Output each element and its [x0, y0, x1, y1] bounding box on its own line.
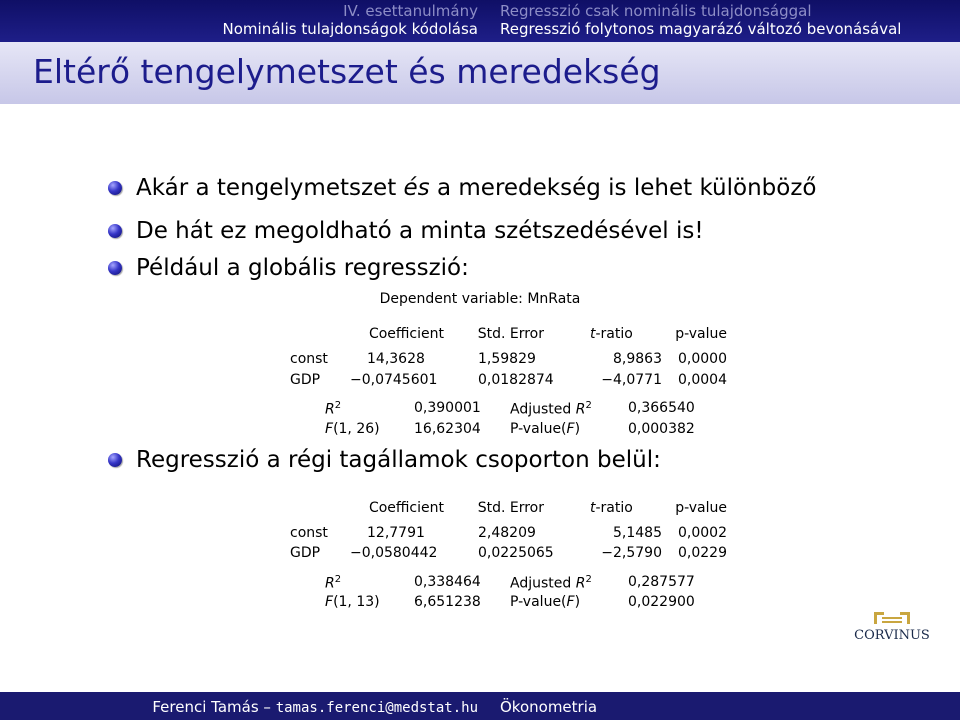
bullet-2-text: De hát ez megoldható a minta szétszedésével is! — [136, 218, 704, 244]
bullet-1 — [108, 175, 816, 201]
p-value: 0,0004 — [678, 372, 727, 388]
adj-r2-label: Adjusted $R^2$ — [510, 400, 592, 418]
p-value: 0,0002 — [678, 525, 727, 541]
f-value: 16,62304 — [414, 421, 481, 437]
table1-header-t: t-ratio — [590, 326, 633, 342]
corvinus-wordmark: CORVINUS — [854, 628, 930, 643]
row-label: GDP — [290, 372, 321, 388]
f-label: F(1, 13) — [325, 594, 380, 610]
pf-value: 0,022900 — [628, 594, 695, 610]
bullet-1-text: Akár a tengelymetszet és a meredekség is lehet különböző — [136, 175, 817, 201]
adj-r2-label: Adjusted $R^2$ — [510, 574, 592, 592]
table1-header-se: Std. Error — [477, 326, 544, 342]
se-value: 0,0182874 — [478, 372, 554, 388]
table1-header-p: p-value — [675, 326, 727, 342]
header-section-short[interactable]: IV. esettanulmány — [343, 2, 478, 20]
bullet-2 — [108, 218, 704, 244]
slide-title: Eltérő tengelymetszet és meredekség — [33, 52, 661, 91]
r2-label: $R^2$ — [325, 400, 342, 418]
table2-header-se: Std. Error — [477, 500, 544, 516]
dependent-variable: Dependent variable: MnRata — [379, 291, 581, 307]
r2-value: 0,390001 — [414, 400, 481, 416]
adj-r2-value: 0,287577 — [628, 574, 695, 590]
footer-course: Ökonometria — [500, 698, 598, 716]
row-label: const — [290, 351, 328, 367]
pf-value: 0,000382 — [628, 421, 695, 437]
row-label: GDP — [290, 545, 321, 561]
adj-r2-value: 0,366540 — [628, 400, 695, 416]
table1-header-coef: Coefficient — [368, 326, 444, 342]
bullet-4-text: Regresszió a régi tagállamok csoporton belül: — [136, 447, 661, 473]
t-value: −2,5790 — [601, 545, 662, 561]
header-section-current[interactable]: Nominális tulajdonságok kódolása — [222, 20, 478, 38]
corvinus-emblem-icon — [852, 610, 932, 628]
footer-bar — [0, 692, 960, 720]
footer-author: Ferenci Tamás – tamas.ferenci@medstat.hu — [152, 698, 478, 716]
coef-value: −0,0745601 — [350, 372, 438, 388]
pf-label: P-value(F) — [510, 594, 581, 610]
r2-label: $R^2$ — [325, 574, 342, 592]
bullet-3-text: Például a globális regresszió: — [136, 255, 469, 281]
bullet-3 — [108, 255, 469, 281]
coef-value: 12,7791 — [367, 525, 425, 541]
bullet-4 — [108, 447, 661, 473]
pf-label: P-value(F) — [510, 421, 581, 437]
t-value: 8,9863 — [613, 351, 662, 367]
t-value: −4,0771 — [601, 372, 662, 388]
table2-header-coef: Coefficient — [368, 500, 444, 516]
footer-email[interactable]: tamas.ferenci@medstat.hu — [275, 700, 478, 716]
header-section — [0, 0, 478, 42]
title-bar — [0, 42, 960, 104]
table2-header-p: p-value — [675, 500, 727, 516]
header-subsection-dim[interactable]: Regresszió csak nominális tulajdonsággal — [500, 2, 812, 20]
se-value: 1,59829 — [478, 351, 536, 367]
r2-value: 0,338464 — [414, 574, 481, 590]
coef-value: −0,0580442 — [350, 545, 438, 561]
p-value: 0,0000 — [678, 351, 727, 367]
bullet-ball-icon — [108, 453, 122, 467]
row-label: const — [290, 525, 328, 541]
p-value: 0,0229 — [678, 545, 727, 561]
corvinus-logo — [852, 610, 932, 656]
se-value: 0,0225065 — [478, 545, 554, 561]
f-label: F(1, 26) — [325, 421, 380, 437]
header-subsection — [500, 0, 960, 42]
f-value: 6,651238 — [414, 594, 481, 610]
se-value: 2,48209 — [478, 525, 536, 541]
bullet-ball-icon — [108, 261, 122, 275]
table2-header-t: t-ratio — [590, 500, 633, 516]
bullet-ball-icon — [108, 224, 122, 238]
bullet-ball-icon — [108, 181, 122, 195]
header-bar — [0, 0, 960, 42]
coef-value: 14,3628 — [367, 351, 425, 367]
header-subsection-current[interactable]: Regresszió folytonos magyarázó változó bevonásával — [500, 20, 902, 38]
t-value: 5,1485 — [613, 525, 662, 541]
